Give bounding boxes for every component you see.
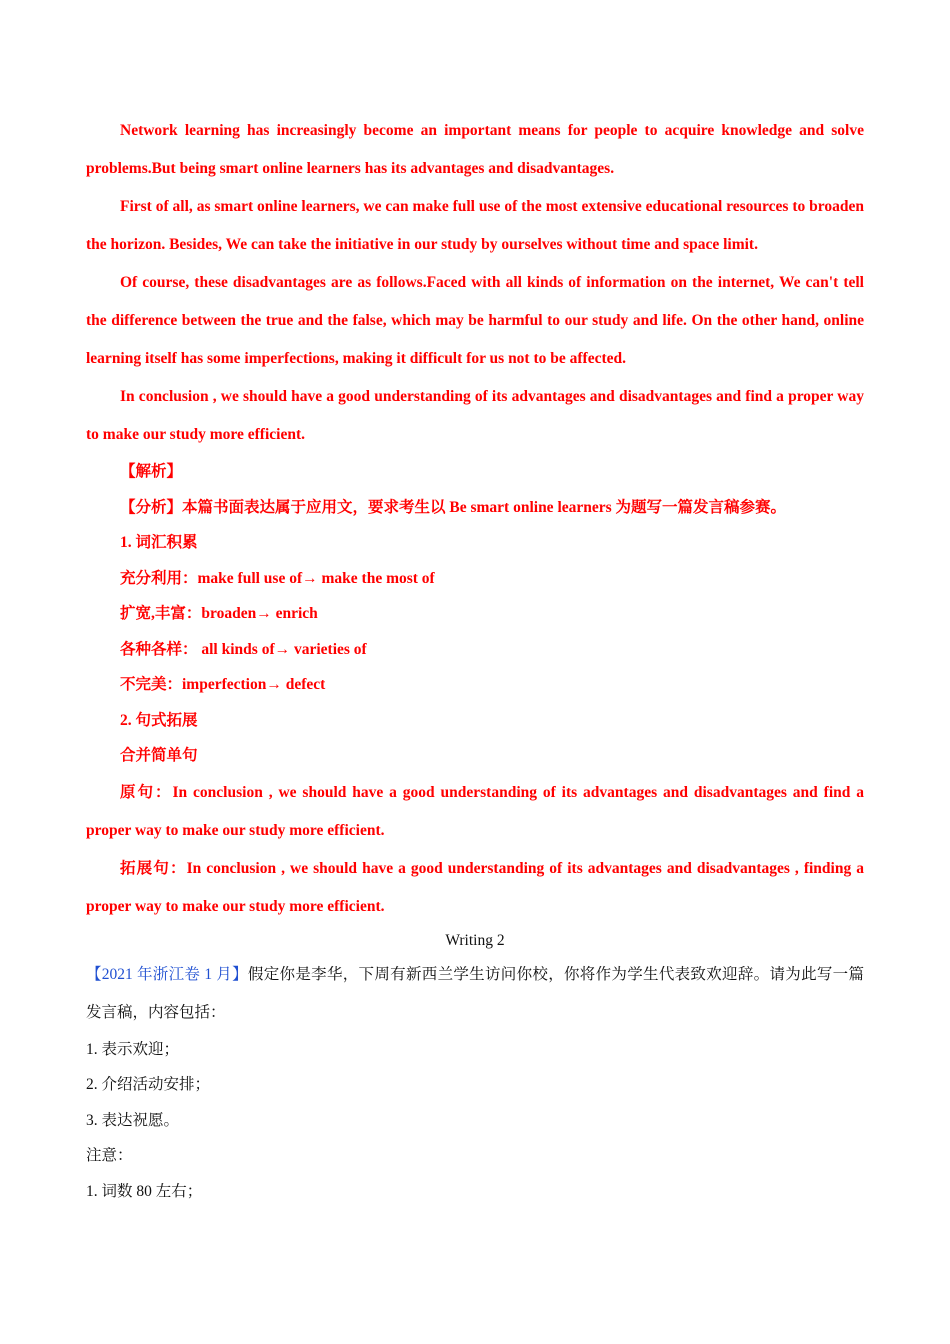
writing2-prompt xyxy=(86,956,864,1032)
prompt-point: 3. 表达祝愿。 xyxy=(86,1111,180,1129)
prompt-point: 1. 表示欢迎； xyxy=(86,1040,180,1058)
expanded-sentence: 拓展句：In conclusion , we should have a good understanding of its advantages and disadvantages , finding a proper way to make our study more efficient. xyxy=(86,859,864,915)
vocab-item: 充分利用：make full use of→ make the most of xyxy=(120,569,435,587)
essay-paragraph-2: First of all, as smart online learners, we can make full use of the most extensive educational resources to broaden the horizon. Besides, We can take the initiative in our study by ourselves without time and space limit. xyxy=(86,198,864,253)
sentence-title: 2. 句式拓展 xyxy=(120,711,198,729)
vocab-item: 各种各样： all kinds of→ varieties of xyxy=(120,640,367,658)
vocab-item: 扩宽,丰富：broaden→ enrich xyxy=(120,605,318,622)
document-content xyxy=(86,112,864,1209)
original-sentence: 原句：In conclusion , we should have a good understanding of its advantages and disadvantages and find a proper way to make our study more efficient. xyxy=(86,783,864,839)
writing2-title: Writing 2 xyxy=(445,931,505,949)
analysis-heading: 【解析】 xyxy=(120,463,183,480)
vocab-item: 不完美：imperfection→ defect xyxy=(120,676,326,693)
prompt-point: 2. 介绍活动安排； xyxy=(86,1076,211,1093)
prompt-text: 假定你是李华，下周有新西兰学生访问你校，你将作为学生代表致欢迎辞。请为此写一篇 发言稿，内容包括： xyxy=(86,965,864,1021)
source-tag: 【2021 年浙江卷 1 月】 xyxy=(86,965,248,983)
essay-paragraph-1: Network learning has increasingly become an important means for people to acquire knowledge and solve problems.But being smart online learners has its advantages and disadvantages. xyxy=(86,122,864,177)
essay-paragraph-4: In conclusion , we should have a good understanding of its advantages and disadvantages and find a proper way to make our study more efficient. xyxy=(86,388,864,443)
note-item: 1. 词数 80 左右； xyxy=(86,1182,203,1200)
notes-label: 注意： xyxy=(86,1147,133,1164)
analysis-summary: 【分析】本篇书面表达属于应用文，要求考生以 Be smart online learners 为题写一篇发言稿参赛。 xyxy=(120,498,787,516)
essay-paragraph-3: Of course, these disadvantages are as follows.Faced with all kinds of information on the internet, We can't tell the difference between the true and the false, which may be harmful to our study and life. On the other hand, online learning itself has some imperfections, making it difficult for us not to be affected. xyxy=(86,274,864,367)
sentence-subtitle: 合并简单句 xyxy=(120,747,198,764)
vocab-title: 1. 词汇积累 xyxy=(120,534,198,551)
